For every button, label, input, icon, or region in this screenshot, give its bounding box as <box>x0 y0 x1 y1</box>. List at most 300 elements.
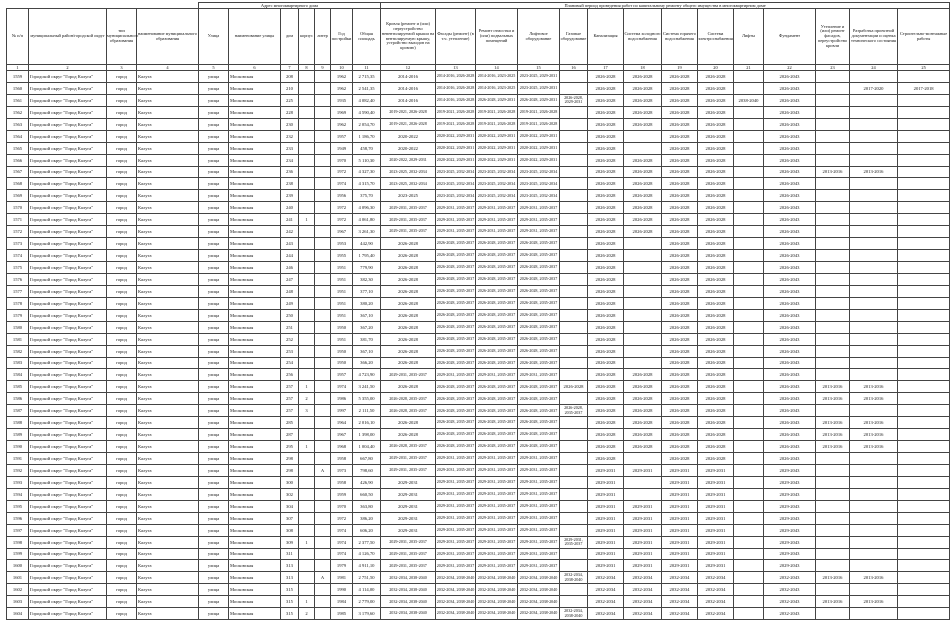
table-cell: 2026-2043 <box>764 166 816 178</box>
table-cell: 2026-2028, 2035-2037 <box>518 309 560 321</box>
table-cell: 2026-2028 <box>698 250 734 262</box>
table-cell: 2026-2043 <box>764 262 816 274</box>
table-cell: 1597 <box>7 524 29 536</box>
table-cell: Калуга <box>137 262 199 274</box>
table-cell: 1951 <box>331 309 353 321</box>
table-cell <box>898 536 950 548</box>
table-cell: 2026-2043 <box>764 369 816 381</box>
table-cell: 2026-2028, 2035-2037 <box>476 285 518 297</box>
table-row <box>7 273 950 285</box>
table-cell: 1962 <box>331 71 353 83</box>
table-cell: 2026-2028 <box>698 214 734 226</box>
table-cell: 2026-2043 <box>764 214 816 226</box>
table-cell <box>299 106 315 118</box>
table-cell: город <box>107 488 137 500</box>
table-row <box>7 572 950 584</box>
table-cell: 1972 <box>331 202 353 214</box>
table-cell: 2026-2028 <box>588 71 624 83</box>
table-cell <box>816 512 850 524</box>
table-cell: улица <box>199 226 229 238</box>
table-cell: А <box>315 464 331 476</box>
column-number: 17 <box>588 65 624 71</box>
table-cell: 363,80 <box>353 500 381 512</box>
spreadsheet <box>6 2 948 620</box>
table-cell <box>315 488 331 500</box>
table-cell: улица <box>199 584 229 596</box>
column-header: Газовые оборудование <box>560 9 588 65</box>
table-cell: 2029-2031, 2035-2037 <box>381 369 436 381</box>
table-cell: 1969 <box>331 106 353 118</box>
table-cell: 1970 <box>331 500 353 512</box>
table-cell: 1561 <box>7 94 29 106</box>
table-cell: 1593 <box>7 476 29 488</box>
table-cell <box>560 154 588 166</box>
table-cell: 2029-2031, 2035-2037 <box>476 560 518 572</box>
table-cell: 2026-2043 <box>764 453 816 465</box>
table-cell: 2013-2016 <box>850 441 898 453</box>
table-cell <box>898 226 950 238</box>
table-cell: 2029-2031 <box>698 560 734 572</box>
table-cell <box>898 357 950 369</box>
table-cell: город <box>107 285 137 297</box>
table-cell: Московская <box>229 417 281 429</box>
table-cell: 2026-2028 <box>381 262 436 274</box>
table-cell <box>898 130 950 142</box>
table-cell <box>734 405 764 417</box>
table-cell: 2026-2028 <box>624 226 662 238</box>
table-cell: 2029-2031, 2035-2037 <box>518 512 560 524</box>
table-cell <box>850 476 898 488</box>
table-cell: город <box>107 333 137 345</box>
table-cell: А <box>315 572 331 584</box>
table-cell: улица <box>199 441 229 453</box>
table-cell: Московская <box>229 608 281 620</box>
table-cell: 2029-2031, 2035-2037 <box>518 202 560 214</box>
table-cell: Московская <box>229 584 281 596</box>
table-cell <box>560 369 588 381</box>
table-cell: 1974 <box>331 548 353 560</box>
table-cell: 243 <box>281 238 299 250</box>
table-cell: 2032-2043 <box>764 584 816 596</box>
table-cell: улица <box>199 118 229 130</box>
table-cell: 2026-2028 <box>381 321 436 333</box>
table-cell: город <box>107 309 137 321</box>
table-cell: 1570 <box>7 202 29 214</box>
table-cell <box>299 273 315 285</box>
table-cell: 2023-2025, 2032-2034 <box>381 166 436 178</box>
table-cell <box>315 381 331 393</box>
table-cell: 1951 <box>331 285 353 297</box>
table-cell <box>315 608 331 620</box>
table-cell: 2019-2021, 2026-2028 <box>476 118 518 130</box>
table-cell: улица <box>199 572 229 584</box>
table-cell <box>315 321 331 333</box>
table-cell: 1974 <box>331 524 353 536</box>
table-cell <box>315 441 331 453</box>
table-cell: 2032-2034, 2038-2040 <box>436 596 476 608</box>
table-cell <box>734 524 764 536</box>
table-cell: 1 795,40 <box>353 250 381 262</box>
table-cell: 2032-2034 <box>624 608 662 620</box>
column-header: Лифты <box>734 9 764 65</box>
table-row <box>7 560 950 572</box>
table-cell <box>816 309 850 321</box>
table-cell <box>624 297 662 309</box>
table-cell: 230 <box>281 118 299 130</box>
table-cell: улица <box>199 536 229 548</box>
table-cell: 2026-2028 <box>381 285 436 297</box>
table-cell <box>898 548 950 560</box>
table-cell <box>560 500 588 512</box>
table-cell: Городской округ "Город Калуга" <box>29 71 107 83</box>
table-cell: 2013-2016 <box>816 166 850 178</box>
table-cell: 2032-2034, 2038-2040 <box>518 584 560 596</box>
table-cell: 2029-2031 <box>662 464 698 476</box>
table-row <box>7 345 950 357</box>
table-cell: 2032-2034, 2038-2040 <box>476 584 518 596</box>
table-cell: 2026-2028 <box>624 405 662 417</box>
table-cell: 2032-2034 <box>698 596 734 608</box>
table-cell: 2026-2028, 2035-2037 <box>476 262 518 274</box>
table-cell <box>816 297 850 309</box>
table-cell: 2017-2018 <box>898 82 950 94</box>
table-cell: Московская <box>229 250 281 262</box>
table-cell: 1949 <box>331 142 353 154</box>
table-cell: 1 <box>299 536 315 548</box>
table-cell <box>315 166 331 178</box>
table-cell: 2026-2043 <box>764 154 816 166</box>
table-cell: 2020-2022, 2029-2031 <box>476 130 518 142</box>
table-cell: 2026-2028, 2035-2037 <box>518 345 560 357</box>
table-cell: 2026-2043 <box>764 106 816 118</box>
table-cell: город <box>107 178 137 190</box>
table-cell <box>560 142 588 154</box>
table-cell <box>560 584 588 596</box>
table-cell: 2023-2025, 2032-2034 <box>476 178 518 190</box>
table-cell <box>560 524 588 536</box>
table-cell: 2029-2031, 2035-2037 <box>381 202 436 214</box>
table-cell: 2026-2028 <box>624 178 662 190</box>
column-number: 3 <box>107 65 137 71</box>
table-cell: 2026-2043 <box>764 118 816 130</box>
table-cell: 2013-2016 <box>816 429 850 441</box>
table-cell: 2029-2031, 2035-2037 <box>476 464 518 476</box>
table-cell: город <box>107 250 137 262</box>
table-cell <box>850 250 898 262</box>
table-cell: улица <box>199 142 229 154</box>
table-cell <box>734 429 764 441</box>
table-cell: 1958 <box>331 453 353 465</box>
table-cell: улица <box>199 273 229 285</box>
table-cell: 4 327,30 <box>353 166 381 178</box>
table-cell: 248 <box>281 285 299 297</box>
table-cell <box>898 381 950 393</box>
column-header: Лифтовое оборудование <box>518 9 560 65</box>
table-cell: 2026-2028 <box>698 166 734 178</box>
table-cell: 606,20 <box>353 524 381 536</box>
column-header: Фасады (ремонт) (в т.ч. утепление) <box>436 9 476 65</box>
table-cell: 2029-2031 <box>624 548 662 560</box>
table-cell <box>898 512 950 524</box>
table-cell <box>315 369 331 381</box>
table-cell <box>850 178 898 190</box>
table-cell <box>816 238 850 250</box>
table-cell: улица <box>199 608 229 620</box>
table-cell: 2029-2043 <box>764 512 816 524</box>
table-cell: 2020-2022, 2029-2031 <box>436 130 476 142</box>
table-cell <box>898 297 950 309</box>
table-cell: 2026-2028, 2035-2037 <box>436 381 476 393</box>
table-cell <box>315 536 331 548</box>
table-cell <box>299 154 315 166</box>
table-cell <box>299 488 315 500</box>
table-cell: 375,70 <box>353 190 381 202</box>
table-cell: Московская <box>229 393 281 405</box>
table-row <box>7 333 950 345</box>
table-cell: 2026-2028, 2035-2037 <box>518 262 560 274</box>
table-cell: 1 <box>299 214 315 226</box>
table-row <box>7 596 950 608</box>
table-cell: 2026-2028, 2035-2037 <box>476 357 518 369</box>
table-cell: Московская <box>229 572 281 584</box>
table-cell: 2023-2025, 2032-2034 <box>476 166 518 178</box>
table-cell <box>816 178 850 190</box>
table-cell: 250 <box>281 309 299 321</box>
table-cell: 2026-2028 <box>698 202 734 214</box>
table-cell: город <box>107 429 137 441</box>
table-cell: Городской округ "Город Калуга" <box>29 560 107 572</box>
table-cell: 2019-2021, 2026-2028 <box>436 118 476 130</box>
table-cell <box>734 106 764 118</box>
table-cell: 233 <box>281 142 299 154</box>
table-cell: 2032-2043 <box>764 608 816 620</box>
table-cell: 2029-2031 <box>588 464 624 476</box>
table-cell: 5 355,00 <box>353 393 381 405</box>
table-cell: 2029-2031, 2035-2037 <box>518 369 560 381</box>
table-cell: 1582 <box>7 345 29 357</box>
table-cell: 2026-2028 <box>662 369 698 381</box>
table-cell: Городской округ "Город Калуга" <box>29 154 107 166</box>
table-cell: 2026-2028 <box>698 238 734 250</box>
table-cell <box>816 548 850 560</box>
table-cell <box>898 417 950 429</box>
table-cell: 2026-2028 <box>662 381 698 393</box>
table-cell: 1564 <box>7 130 29 142</box>
table-cell <box>624 321 662 333</box>
table-cell: 2032-2034 <box>624 596 662 608</box>
table-cell <box>734 476 764 488</box>
table-cell: 2026-2028 <box>698 321 734 333</box>
table-cell: 2026-2028 <box>560 381 588 393</box>
table-cell <box>898 608 950 620</box>
table-cell: 2026-2028 <box>588 154 624 166</box>
table-cell: 2029-2031 <box>624 464 662 476</box>
table-cell <box>850 488 898 500</box>
table-cell <box>850 512 898 524</box>
table-cell <box>299 369 315 381</box>
table-cell <box>315 476 331 488</box>
table-cell: 2026-2028 <box>588 118 624 130</box>
table-cell: 2014-2016 <box>381 82 436 94</box>
table-cell <box>624 453 662 465</box>
table-cell: город <box>107 82 137 94</box>
table-cell: 2026-2028, 2035-2037 <box>436 262 476 274</box>
table-cell: 1979 <box>331 560 353 572</box>
table-cell <box>734 71 764 83</box>
table-cell: 2026-2028, 2035-2037 <box>436 321 476 333</box>
table-cell: 442,90 <box>353 238 381 250</box>
table-cell: 2026-2028 <box>698 273 734 285</box>
table-cell: 1603 <box>7 596 29 608</box>
table-cell <box>734 345 764 357</box>
table-cell: 2026-2028 <box>588 441 624 453</box>
table-cell <box>560 190 588 202</box>
table-cell: 1588 <box>7 417 29 429</box>
table-cell: Московская <box>229 285 281 297</box>
table-cell: Калуга <box>137 500 199 512</box>
table-cell <box>850 369 898 381</box>
table-cell <box>315 202 331 214</box>
column-header: Система холодного водоснабжения <box>624 9 662 65</box>
table-cell: 2029-2043 <box>764 500 816 512</box>
table-cell: Московская <box>229 190 281 202</box>
table-cell: 2029-2031, 2035-2037 <box>518 464 560 476</box>
table-cell: 2013-2016 <box>850 381 898 393</box>
table-cell: 2017-2020 <box>850 82 898 94</box>
table-cell: 2026-2028, 2035-2037 <box>476 393 518 405</box>
table-cell: улица <box>199 250 229 262</box>
table-cell: Городской округ "Город Калуга" <box>29 476 107 488</box>
table-cell: 309 <box>281 536 299 548</box>
table-cell: улица <box>199 309 229 321</box>
table-cell: Московская <box>229 548 281 560</box>
table-cell: Городской округ "Город Калуга" <box>29 524 107 536</box>
table-cell: 2026-2028 <box>662 441 698 453</box>
table-cell: Городской округ "Город Калуга" <box>29 464 107 476</box>
table-cell: 2026-2028 <box>588 190 624 202</box>
table-cell: 2020-2022, 2029-2031 <box>518 130 560 142</box>
table-cell <box>299 250 315 262</box>
table-cell: Калуга <box>137 178 199 190</box>
table-cell: 2029-2031, 2035-2037 <box>518 500 560 512</box>
table-cell: 307 <box>281 512 299 524</box>
table-cell: 1973 <box>331 464 353 476</box>
table-cell: 2026-2028, 2029-2031 <box>560 94 588 106</box>
table-cell: Городской округ "Город Калуга" <box>29 142 107 154</box>
table-cell: 2029-2043 <box>764 548 816 560</box>
table-cell <box>560 476 588 488</box>
table-cell: 4 082,40 <box>353 94 381 106</box>
table-cell: 2 016,10 <box>353 417 381 429</box>
table-cell: 2026-2028 <box>588 333 624 345</box>
table-cell: 257 <box>281 405 299 417</box>
table-cell: 2029-2031, 2035-2037 <box>436 369 476 381</box>
table-cell: 2026-2043 <box>764 238 816 250</box>
table-cell: 2026-2028, 2035-2037 <box>518 321 560 333</box>
table-cell: Городской округ "Город Калуга" <box>29 596 107 608</box>
table-cell: 1967 <box>331 429 353 441</box>
table-cell <box>315 309 331 321</box>
table-cell: 1953 <box>331 238 353 250</box>
table-cell: город <box>107 202 137 214</box>
table-cell: 1602 <box>7 584 29 596</box>
table-cell: 2026-2028 <box>698 262 734 274</box>
table-cell: 1951 <box>331 262 353 274</box>
table-cell <box>315 333 331 345</box>
table-cell: 1578 <box>7 297 29 309</box>
table-cell: улица <box>199 285 229 297</box>
table-cell <box>299 560 315 572</box>
table-cell: город <box>107 297 137 309</box>
table-cell: Московская <box>229 297 281 309</box>
table-cell <box>299 572 315 584</box>
table-cell <box>850 238 898 250</box>
table-cell: Московская <box>229 441 281 453</box>
table-cell: Калуга <box>137 238 199 250</box>
table-cell: 2032-2034 <box>698 608 734 620</box>
column-number: 14 <box>476 65 518 71</box>
table-cell: 1590 <box>7 441 29 453</box>
table-cell <box>850 357 898 369</box>
table-cell: 1594 <box>7 488 29 500</box>
table-cell: город <box>107 190 137 202</box>
table-cell <box>560 321 588 333</box>
table-cell <box>315 82 331 94</box>
table-cell: 2032-2034, 2038-2040 <box>518 608 560 620</box>
table-cell: Московская <box>229 369 281 381</box>
table-cell <box>734 464 764 476</box>
table-cell: 2026-2028 <box>698 381 734 393</box>
table-cell: 2029-2031, 2035-2037 <box>381 548 436 560</box>
table-cell: 1972 <box>331 214 353 226</box>
table-cell: 386,20 <box>353 512 381 524</box>
table-cell: 2 779,00 <box>353 596 381 608</box>
table-cell: 2032-2034 <box>662 608 698 620</box>
table-cell: 298 <box>281 453 299 465</box>
table-cell: Калуга <box>137 405 199 417</box>
table-cell: город <box>107 321 137 333</box>
table-cell: 2026-2028, 2035-2037 <box>476 250 518 262</box>
table-cell: 2026-2028 <box>698 333 734 345</box>
table-cell <box>734 190 764 202</box>
table-cell: улица <box>199 190 229 202</box>
table-cell: 2026-2028 <box>588 297 624 309</box>
table-cell: город <box>107 572 137 584</box>
table-cell: 4 126,70 <box>353 548 381 560</box>
table-cell: 2026-2028 <box>698 453 734 465</box>
table-cell: 2026-2028 <box>662 250 698 262</box>
table-cell: 1 004,40 <box>353 441 381 453</box>
table-cell: 1974 <box>331 178 353 190</box>
table-cell <box>299 285 315 297</box>
table-cell: город <box>107 166 137 178</box>
table-cell: 2026-2028 <box>588 142 624 154</box>
table-row <box>7 94 950 106</box>
table-cell: 2023-2025, 2032-2034 <box>518 190 560 202</box>
table-cell: Московская <box>229 106 281 118</box>
table-cell: 2026-2028 <box>624 214 662 226</box>
column-number: 20 <box>698 65 734 71</box>
table-cell <box>299 512 315 524</box>
table-cell <box>315 273 331 285</box>
table-cell: 2029-2043 <box>764 464 816 476</box>
table-cell <box>850 226 898 238</box>
table-cell: 2032-2034, 2038-2040 <box>436 572 476 584</box>
table-cell: 2 <box>299 608 315 620</box>
table-cell: 2026-2028 <box>381 273 436 285</box>
table-cell: Городской округ "Город Калуга" <box>29 238 107 250</box>
table-cell <box>299 464 315 476</box>
